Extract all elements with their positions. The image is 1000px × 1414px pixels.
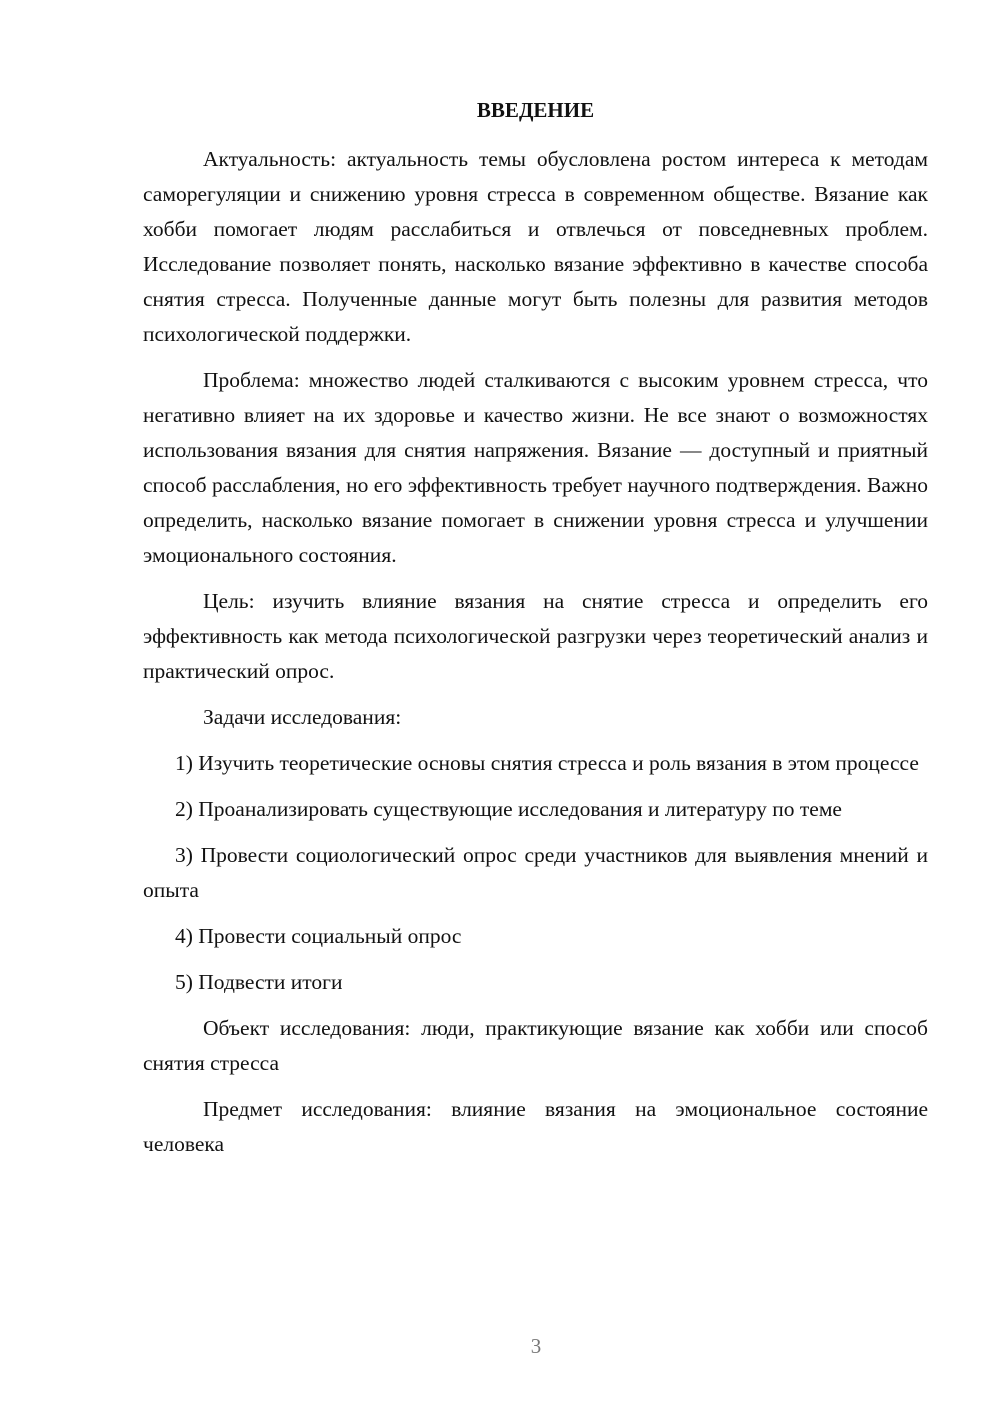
tasks-heading: Задачи исследования:	[203, 705, 402, 729]
problem-paragraph: Проблема: множество людей сталкиваются с высоким уровнем стресса, что негативно влияет на их здоровье и качество жизни. Не все знают о возможностях использования вязания для снятия напряжения. Вязание — доступный и приятный способ расслабления, но его эффективность требует научного подтверждения. Важно определить, насколько вязание помогает в снижении уровня стресса и улучшении эмоционального состояния.	[143, 368, 928, 567]
list-item: 5) Подвести итоги	[175, 970, 343, 994]
page-content	[143, 94, 928, 1173]
page-number: 3	[530, 1334, 542, 1358]
section-heading: ВВЕДЕНИЕ	[476, 98, 595, 122]
list-item: 2) Проанализировать существующие исследования и литературу по теме	[175, 797, 842, 821]
relevance-paragraph: Актуальность: актуальность темы обусловлена ростом интереса к методам саморегуляции и снижению уровня стресса в современном обществе. Вязание как хобби помогает людям расслабиться и отвлечься от повседневных проблем. Исследование позволяет понять, насколько вязание эффективно в качестве способа снятия стресса. Полученные данные могут быть полезны для развития методов психологической поддержки.	[143, 147, 928, 346]
goal-paragraph: Цель: изучить влияние вязания на снятие стресса и определить его эффективность как метода психологической разгрузки через теоретический анализ и практический опрос.	[143, 589, 928, 683]
object-paragraph: Объект исследования: люди, практикующие вязание как хобби или способ снятия стресса	[143, 1016, 928, 1075]
list-item: 1) Изучить теоретические основы снятия стресса и роль вязания в этом процессе	[175, 751, 919, 775]
subject-paragraph: Предмет исследования: влияние вязания на эмоциональное состояние человека	[143, 1097, 928, 1156]
list-item: 3) Провести социологический опрос среди участников для выявления мнений и опыта	[143, 843, 928, 902]
list-item: 4) Провести социальный опрос	[175, 924, 462, 948]
